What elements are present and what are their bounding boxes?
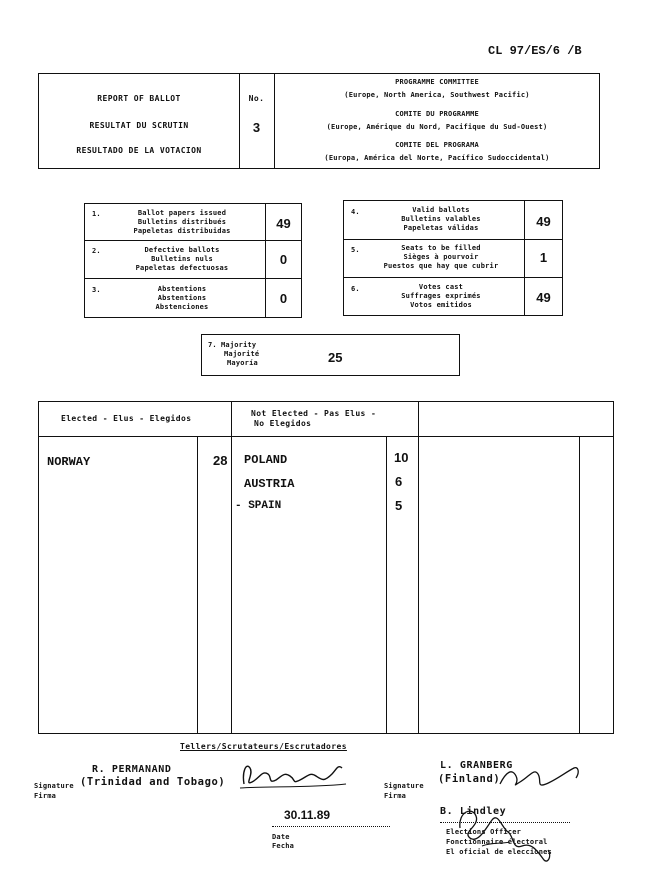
stat-2-en: Defective ballots: [144, 246, 220, 254]
stat-2-es: Papeletas defectuosas: [135, 264, 229, 272]
report-title-en: REPORT OF BALLOT: [97, 94, 181, 103]
officer-name: B. Lindley: [440, 806, 507, 817]
right-stats-row-line-2: [344, 277, 562, 278]
report-title-es: RESULTADO DE LA VOTACION: [76, 146, 202, 155]
stat-3-value: 0: [279, 291, 288, 306]
stat-3-fr: Abstentions: [157, 294, 207, 302]
majority-es: Mayoría: [227, 359, 258, 367]
committee-fr-title: COMITE DU PROGRAMME: [395, 110, 479, 118]
teller-2-signature: [496, 762, 586, 792]
officer-title-es: El oficial de elecciones: [446, 848, 552, 856]
teller-1-firma-label: Firma: [34, 792, 57, 800]
extra-votes-divider: [579, 436, 580, 733]
majority-value: 25: [328, 350, 343, 365]
officer-title-fr: Fonctionnaire électoral: [446, 838, 548, 846]
not-elected-votes-1: 10: [394, 450, 409, 465]
not-elected-votes-2: 6: [395, 474, 403, 489]
stat-4-en: Valid ballots: [412, 206, 470, 214]
date-line: [272, 826, 390, 827]
left-stats-row-line-1: [85, 240, 301, 241]
stat-3-number: 3.: [92, 286, 101, 294]
majority-en: Majority: [221, 341, 257, 349]
teller-2-signature-label: Signature: [384, 782, 424, 790]
stat-6-value: 49: [536, 290, 551, 305]
results-column-divider-2: [418, 402, 419, 733]
left-stats-row-line-2: [85, 278, 301, 279]
stat-5-fr: Sièges à pourvoir: [403, 253, 479, 261]
stat-4-es: Papeletas válidas: [403, 224, 479, 232]
stat-6-fr: Suffrages exprimés: [401, 292, 481, 300]
report-title-fr: RESULTAT DU SCRUTIN: [89, 121, 189, 130]
stat-5-value: 1: [539, 250, 548, 265]
ballot-number-value: 3: [252, 120, 261, 135]
stat-1-es: Papeletas distribuidas: [133, 227, 231, 235]
elected-header: Elected - Elus - Elegidos: [61, 414, 192, 423]
stat-1-en: Ballot papers issued: [137, 209, 227, 217]
officer-signature: [452, 798, 582, 868]
stat-2-fr: Bulletins nuls: [151, 255, 213, 263]
left-stats-box: [84, 203, 302, 318]
not-elected-votes-3: 5: [395, 498, 403, 513]
committee-fr-sub: (Europe, Amérique du Nord, Pacifique du Sud-Ouest): [326, 123, 548, 131]
header-box: [38, 73, 600, 169]
stat-5-number: 5.: [351, 246, 360, 254]
teller-1-country: (Trinidad and Tobago): [80, 776, 226, 788]
not-elected-country-1: POLAND: [244, 453, 288, 467]
not-elected-votes-divider: [386, 436, 387, 733]
stat-6-es: Votos emitidos: [410, 301, 472, 309]
right-stats-box: [343, 200, 563, 316]
date-label: Date: [272, 833, 290, 841]
stat-3-en: Abstentions: [157, 285, 207, 293]
elected-votes-divider: [197, 436, 198, 733]
teller-2-country: (Finland): [438, 773, 501, 785]
majority-fr: Majorité: [224, 350, 260, 358]
teller-2-firma-label: Firma: [384, 792, 407, 800]
results-table: [38, 401, 614, 734]
teller-1-signature-label: Signature: [34, 782, 74, 790]
results-header-line: [39, 436, 613, 437]
majority-box: [201, 334, 460, 376]
teller-2-name: L. GRANBERG: [440, 760, 513, 771]
officer-title-en: Elections Officer: [446, 828, 522, 836]
committee-es-sub: (Europa, América del Norte, Pacífico Sudoccidental): [324, 154, 550, 162]
right-stats-row-line-1: [344, 239, 562, 240]
stat-1-value: 49: [276, 216, 291, 231]
ballot-number-label: No.: [248, 94, 265, 103]
stat-5-es: Puestos que hay que cubrir: [383, 262, 499, 270]
teller-1-signature: [238, 758, 350, 794]
teller-1-name: R. PERMANAND: [92, 764, 172, 775]
not-elected-country-3: - SPAIN: [235, 500, 282, 512]
committee-es-title: COMITE DEL PROGRAMA: [395, 141, 479, 149]
stat-4-fr: Bulletins valables: [401, 215, 481, 223]
elected-votes-1: 28: [213, 453, 228, 468]
stat-2-number: 2.: [92, 247, 101, 255]
stat-6-en: Votes cast: [418, 283, 464, 291]
stat-4-number: 4.: [351, 208, 360, 216]
committee-en-sub: (Europe, North America, Southwest Pacific): [344, 91, 530, 99]
stat-1-number: 1.: [92, 210, 101, 218]
not-elected-header-line1: Not Elected - Pas Elus -: [251, 409, 377, 418]
results-column-divider: [231, 402, 232, 733]
elected-country-1: NORWAY: [47, 455, 91, 469]
stat-4-value: 49: [536, 214, 551, 229]
not-elected-country-2: AUSTRIA: [244, 477, 295, 491]
document-reference: CL 97/ES/6 /B: [488, 44, 582, 58]
date-value: 30.11.89: [284, 808, 331, 822]
stat-1-fr: Bulletins distribués: [137, 218, 227, 226]
fecha-label: Fecha: [272, 842, 295, 850]
majority-number: 7.: [208, 341, 217, 349]
stat-2-value: 0: [279, 252, 288, 267]
not-elected-header-line2: No Elegidos: [254, 419, 312, 428]
tellers-label: Tellers/Scrutateurs/Escrutadores: [180, 742, 347, 751]
committee-en-title: PROGRAMME COMMITTEE: [395, 78, 479, 86]
stat-6-number: 6.: [351, 285, 360, 293]
stat-3-es: Abstenciones: [155, 303, 209, 311]
stat-5-en: Seats to be filled: [401, 244, 481, 252]
